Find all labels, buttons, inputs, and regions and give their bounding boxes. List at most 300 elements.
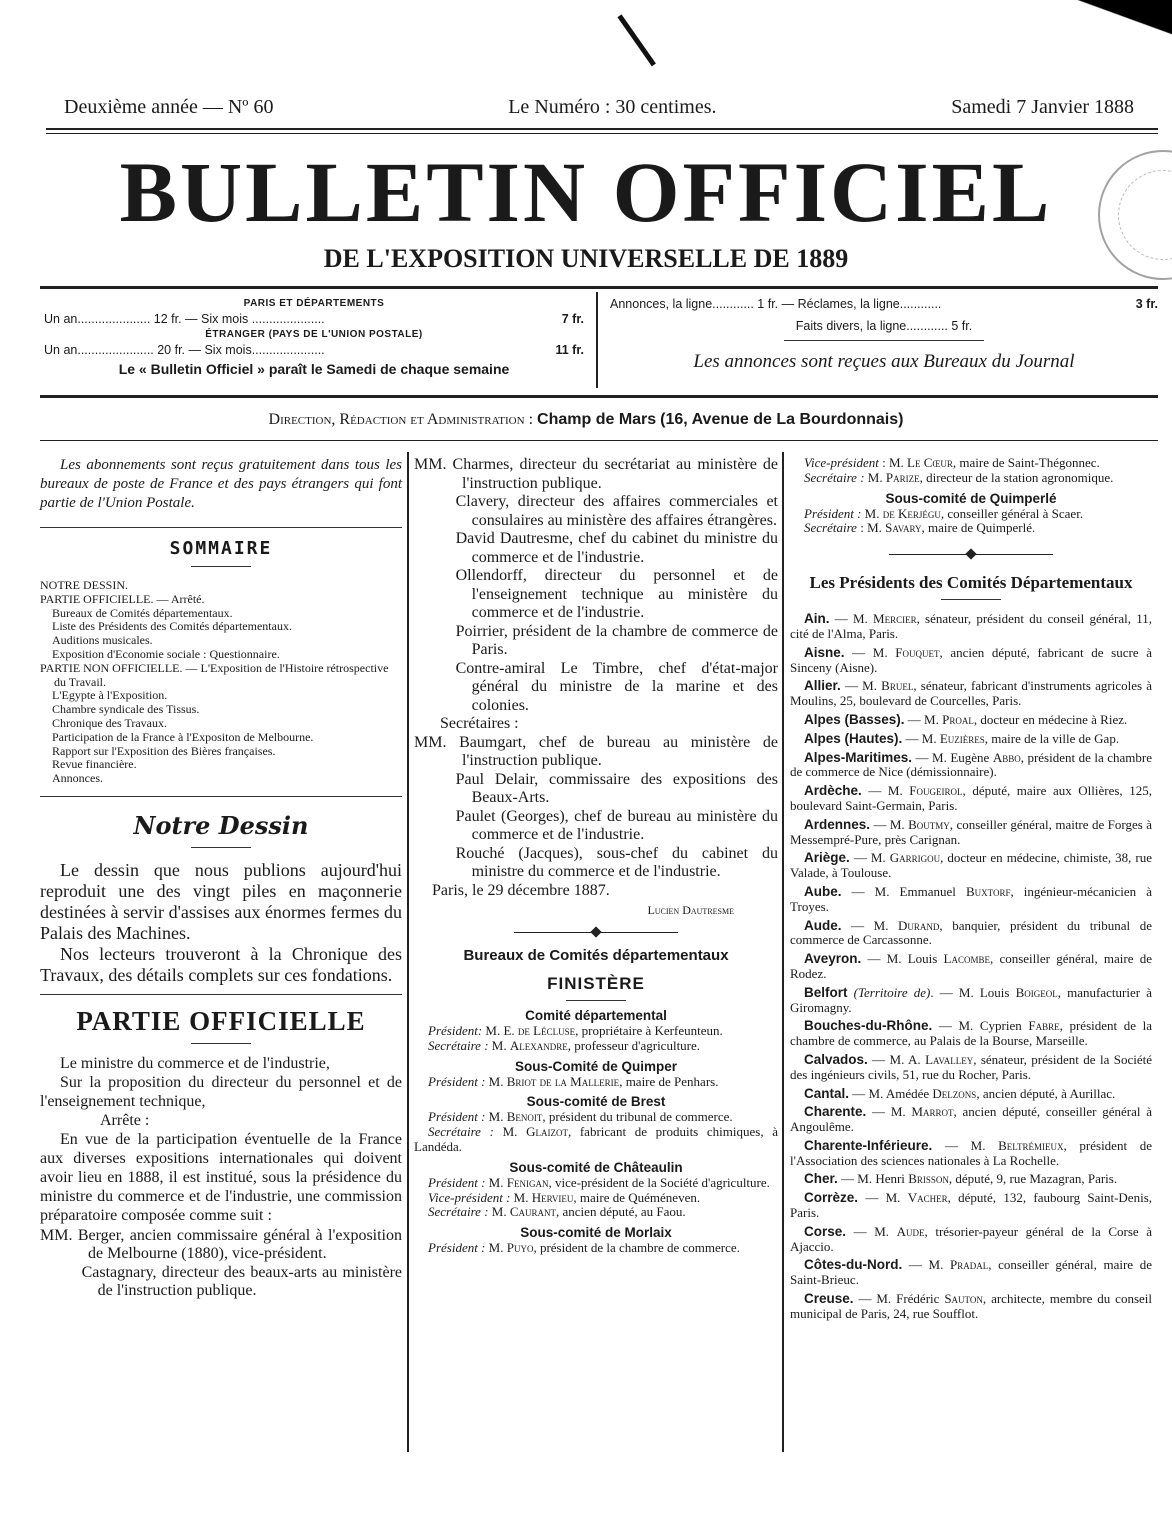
person-name: Bruel — [881, 678, 914, 694]
double-rule — [46, 128, 1158, 134]
role-label: (Territoire de) — [853, 984, 931, 1000]
committee-title: Sous-Comité de Quimper — [514, 1058, 678, 1074]
text: : M. — [856, 520, 886, 536]
person-name: Fouquet — [895, 644, 940, 660]
member-text: Poirrier, président de la chambre de commerce de Paris. — [455, 622, 778, 658]
person-name: Fabre — [1028, 1018, 1060, 1034]
department-name: Cantal. — [804, 1085, 850, 1101]
sommaire-item: Participation de la France à l'Expositon de Melbourne. — [52, 729, 314, 744]
finistere-committees — [414, 1007, 778, 1256]
person-name: Savary — [885, 520, 922, 536]
department-name: Aude. — [804, 917, 842, 933]
column-rule — [782, 452, 784, 1452]
newspaper-subtitle: DE L'EXPOSITION UNIVERSELLE DE 1889 — [323, 244, 849, 273]
rule — [40, 286, 1158, 289]
issue-line — [64, 96, 1134, 119]
commission-members — [414, 456, 778, 715]
commission-members — [40, 1227, 402, 1301]
text: — M. — [902, 1257, 951, 1273]
text: — M. — [932, 1137, 999, 1153]
member-entry — [414, 845, 778, 882]
text: — M. Frédéric — [853, 1291, 945, 1307]
decree-text — [40, 1054, 402, 1225]
president-entry — [790, 986, 1152, 1016]
department-name: Ain. — [804, 611, 830, 627]
partie-officielle-title: PARTIE OFFICIELLE — [76, 1005, 366, 1036]
committee-title: Sous-comité de Morlaix — [520, 1225, 672, 1241]
member-text: Paul Delair, commissaire des expositions des Beaux-Arts. — [455, 770, 778, 806]
committee-entry — [414, 1241, 778, 1256]
role-label: Secrétaire : — [804, 469, 865, 485]
president-entry — [790, 679, 1152, 709]
text: , ancien député, à Aurillac. — [976, 1085, 1116, 1101]
person-name: Delzons — [932, 1085, 977, 1101]
president-entry — [790, 851, 1152, 881]
text: M. — [864, 469, 886, 485]
text: , maire de Saint-Thégonnec. — [952, 455, 1100, 470]
sommaire-item: Annonces. — [52, 771, 103, 786]
ornament-rule — [790, 550, 1152, 558]
president-entry — [790, 784, 1152, 814]
department-name: Cher. — [804, 1171, 838, 1187]
text: — M. — [870, 816, 909, 832]
quimperle-committee — [790, 507, 1152, 537]
president-entry — [790, 1105, 1152, 1135]
rule — [40, 527, 402, 528]
department-name: Corrèze. — [804, 1190, 859, 1206]
presidents-list — [790, 612, 1152, 1321]
role-label: Secrétaire : — [428, 1204, 489, 1220]
paris-six-months: 7 fr. — [561, 312, 584, 326]
text: M. — [485, 1174, 507, 1190]
person-name: Marrot — [911, 1104, 954, 1120]
newspaper-title: BULLETIN OFFICIEL — [119, 144, 1053, 240]
text: — M. — [866, 1104, 912, 1120]
person-name: Fougeirol — [909, 783, 963, 799]
subscription-rates — [44, 296, 584, 378]
president-entry — [790, 818, 1152, 848]
member-text: Ollendorff, directeur du personnel et de l'enseignement technique au ministère du commerce et de l'industrie. — [455, 567, 778, 621]
committee-title: Comité départemental — [525, 1008, 667, 1023]
ad-rate-price: 3 fr. — [1135, 297, 1158, 311]
president-entry — [790, 1019, 1152, 1049]
president-entry — [790, 732, 1152, 747]
column-3 — [790, 456, 1152, 1322]
faits-divers-rate: Faits divers, la ligne............ 5 fr. — [795, 319, 973, 333]
person-name: Garrigou — [889, 850, 941, 866]
text: — M. — [849, 850, 890, 866]
text: M. — [485, 1109, 507, 1125]
person-name: de Lécluse — [517, 1023, 576, 1038]
text: — M. — [902, 730, 940, 746]
dessin-title: Notre Dessin — [133, 810, 309, 840]
president-entry — [790, 646, 1152, 676]
person-name: Mercier — [873, 611, 917, 627]
rule — [191, 1043, 251, 1044]
committee-title: Sous-comité de Châteaulin — [509, 1159, 683, 1175]
text: , propriétaire à Kerfeunteun. — [575, 1023, 723, 1038]
text: , ancien député, fabricant de sucre à Sinceny (Aisne). — [790, 644, 1153, 675]
president-entry — [790, 1053, 1152, 1083]
text: , président de la chambre de commerce. — [533, 1240, 740, 1256]
person-name: Benoit — [506, 1109, 543, 1125]
person-name: Pradal — [950, 1257, 989, 1273]
text: M. E. — [482, 1023, 518, 1038]
rule — [191, 847, 251, 848]
text: , banquier, président du tribunal de commerce de Carcassonne. — [790, 917, 1152, 948]
department-name: Ardennes. — [804, 816, 871, 832]
department-name: Alpes (Hautes). — [804, 730, 903, 746]
text: , président du tribunal de commerce. — [542, 1109, 733, 1125]
committee-entry — [414, 1075, 778, 1090]
committee-entry — [414, 1110, 778, 1125]
committee-entry — [790, 456, 1152, 471]
person-name: Le Cœur — [907, 455, 953, 470]
person-name: Buxtorf — [965, 883, 1011, 899]
text: — M. — [904, 711, 943, 727]
role-label: Secrétaire — [804, 520, 857, 536]
member-entry — [414, 660, 778, 716]
member-prefix: MM. — [414, 733, 447, 751]
committee-entry — [790, 471, 1152, 486]
president-entry — [790, 1225, 1152, 1255]
department-name: Aisne. — [804, 644, 845, 660]
paragraph: Le ministre du commerce et de l'industrie, — [60, 1054, 330, 1072]
text: , maire de Penhars. — [619, 1073, 719, 1089]
text: — M. Cyprien — [932, 1018, 1029, 1034]
committee-entry — [414, 1205, 778, 1220]
department-name: Aveyron. — [804, 951, 862, 967]
text: , vice-président de la Société d'agriculture. — [548, 1174, 770, 1190]
sommaire-item: NOTRE DESSIN. — [40, 578, 129, 592]
text: , président de l'Association des sciences nationales à La Rochelle. — [790, 1137, 1153, 1168]
department-name: Charente. — [804, 1104, 867, 1120]
role-label: Vice-président : — [428, 1189, 511, 1205]
text: , professeur d'agriculture. — [567, 1037, 701, 1053]
text: , conseiller général, maitre de Forges à Messempré-Pure, près Carignan. — [790, 816, 1152, 847]
president-entry — [790, 1087, 1152, 1102]
ink-mark — [617, 0, 701, 66]
finistere-title: FINISTÈRE — [547, 974, 645, 993]
person-name: Fenigan — [506, 1174, 549, 1190]
paris-heading: PARIS ET DÉPARTEMENTS — [243, 298, 385, 309]
president-entry — [790, 713, 1152, 728]
paragraph: Sur la proposition du directeur du personnel et de l'enseignement technique, — [40, 1073, 402, 1110]
person-name: Hervieu — [531, 1189, 574, 1205]
text: , député, 132, faubourg Saint-Denis, Paris. — [790, 1190, 1152, 1221]
text: — M. Eugène — [912, 749, 993, 765]
member-text: Charmes, directeur du secrétariat au ministère de l'instruction publique. — [452, 456, 779, 492]
person-name: Sauton — [944, 1291, 983, 1307]
text: M. — [493, 1124, 527, 1140]
role-label: Président: — [428, 1023, 483, 1038]
person-name: Caurant — [509, 1204, 557, 1220]
paragraph: En vue de la participation éventuelle de la France aux diverses expositions internationales qui doivent avoir lieu en 1888, il est institué, sous la présidence du ministre du commerce et de l'industrie, une commission préparatoire composée comme suit : — [40, 1130, 402, 1224]
subscription-intro: Les abonnements sont reçus gratuitement dans tous les bureaux de poste de France et des pays étrangers qui font partie de l'Union Postale. — [40, 457, 402, 511]
member-text: Contre-amiral Le Timbre, chef d'état-major général du ministre de la marine et des colonies. — [455, 659, 778, 714]
president-entry — [790, 1292, 1152, 1322]
person-name: de Kerjégu — [882, 505, 941, 521]
member-text: Baumgart, chef de bureau au ministère de l'instruction publique. — [459, 733, 779, 769]
text: — M. Louis — [861, 951, 944, 967]
president-entry — [790, 919, 1152, 949]
direction-line — [0, 410, 1172, 430]
text: M. — [861, 505, 883, 521]
committee-title: Sous-comité de Brest — [526, 1094, 666, 1110]
text: , ingénieur-mécanicien à Troyes. — [790, 883, 1152, 914]
role-label: Président : — [428, 1240, 486, 1256]
rule — [40, 796, 402, 797]
text: — M. Henri — [837, 1171, 909, 1187]
president-entry — [790, 751, 1152, 781]
text: , maire de Quimperlé. — [921, 520, 1036, 536]
president-entry — [790, 952, 1152, 982]
member-entry — [40, 1264, 402, 1301]
rule — [40, 440, 1158, 441]
committee-entry — [414, 1191, 778, 1206]
committee-entry — [790, 521, 1152, 536]
sommaire-item: L'Egypte à l'Exposition. — [52, 688, 168, 703]
department-name: Belfort — [804, 984, 848, 1000]
sommaire-item: Auditions musicales. — [52, 633, 153, 648]
person-name: Lavalley — [925, 1051, 974, 1067]
person-name: Euzières — [939, 730, 985, 746]
committee-entry — [414, 1125, 778, 1155]
sommaire-item: Liste des Présidents des Comités départementaux. — [52, 619, 292, 634]
sommaire-item: Bureaux de Comités départementaux. — [52, 605, 233, 620]
issue-price: Le Numéro : 30 centimes. — [508, 96, 717, 118]
member-text: David Dautresme, chef du cabinet du ministre du commerce et de l'industrie. — [455, 530, 778, 566]
text: , député, 9, rue Mazagran, Paris. — [948, 1171, 1118, 1187]
department-name: Creuse. — [804, 1291, 854, 1307]
committee-entry — [414, 1039, 778, 1054]
person-name: Glaizot — [526, 1124, 568, 1140]
text: , manufacturier à Giromagny. — [790, 984, 1152, 1015]
person-name: Durand — [898, 917, 940, 933]
member-entry — [414, 567, 778, 623]
rule — [40, 994, 402, 995]
member-entry — [414, 623, 778, 660]
role-label: Secrétaire : — [428, 1037, 489, 1053]
text: — M. — [841, 917, 898, 933]
signature: Lucien Dautresme — [647, 903, 734, 917]
commission-secretaries — [414, 734, 778, 882]
ads-note: Les annonces sont reçues aux Bureaux du Journal — [693, 351, 1075, 372]
page-corner-shadow — [1010, 0, 1172, 60]
person-name: Lacombe — [943, 951, 990, 967]
text: , ancien député, au Faou. — [556, 1204, 686, 1220]
dessin-article — [40, 860, 402, 986]
text: . — M. Louis — [930, 984, 1016, 1000]
text: M. — [488, 1204, 510, 1220]
rule — [784, 340, 984, 341]
sommaire-item: Revue financière. — [52, 757, 137, 772]
department-name: Calvados. — [804, 1051, 868, 1067]
role-label: Vice-président — [804, 455, 879, 470]
committee-entry — [414, 1024, 778, 1039]
column-1 — [40, 456, 402, 1301]
text: — M. — [861, 783, 910, 799]
text: — M. Amédée — [849, 1085, 933, 1101]
department-name: Côtes-du-Nord. — [804, 1257, 903, 1273]
text: — M. — [844, 644, 896, 660]
text: — M. — [858, 1190, 908, 1206]
sommaire-title: SOMMAIRE — [169, 538, 273, 559]
person-name: Boigeol — [1015, 984, 1058, 1000]
ad-rate: Annonces, la ligne............ 1 fr. — Réclames, la ligne............ — [610, 297, 942, 311]
member-entry — [414, 808, 778, 845]
member-prefix: MM. — [40, 1226, 73, 1244]
text: , maire de Quéméneven. — [573, 1189, 701, 1205]
member-prefix: MM. — [414, 456, 447, 473]
department-name: Ariège. — [804, 850, 850, 866]
text: , maire de la ville de Gap. — [984, 730, 1120, 746]
text: , conseiller général, maire de Saint-Brieuc. — [790, 1257, 1152, 1288]
department-name: Corse. — [804, 1223, 847, 1239]
direction-address: (16, Avenue de La Bourdonnais) — [660, 411, 904, 428]
foreign-heading: ÉTRANGER (PAYS DE L'UNION POSTALE) — [205, 329, 423, 340]
member-entry — [414, 493, 778, 530]
foreign-six-months: 11 fr. — [555, 343, 584, 357]
president-entry — [790, 1191, 1152, 1221]
text: , fabricant de produits chimiques, à Landéda. — [414, 1124, 779, 1154]
advertising-rates — [610, 296, 1158, 373]
member-text: Castagnary, directeur des beaux-arts au ministère de l'instruction publique. — [81, 1263, 402, 1300]
text: , président de la chambre de commerce, au Palais de la Bourse, Marseille. — [790, 1018, 1152, 1049]
sommaire-item: PARTIE OFFICIELLE. — Arrêté. — [40, 591, 205, 606]
department-name: Aube. — [804, 883, 842, 899]
direction-place: Champ de Mars — [537, 411, 657, 428]
person-name: Brisson — [908, 1171, 949, 1187]
paragraph: Nos lecteurs trouveront à la Chronique des Travaux, des détails complets sur ces fondations. — [40, 943, 402, 985]
president-entry — [790, 612, 1152, 642]
text: , conseiller général, maire de Rodez. — [790, 951, 1152, 981]
member-entry — [40, 1227, 402, 1264]
president-entry — [790, 1258, 1152, 1288]
member-entry — [414, 456, 778, 493]
person-name: Parize — [885, 469, 920, 485]
president-entry — [790, 885, 1152, 915]
role-label: Secrétaire : — [428, 1124, 494, 1140]
person-name: Puyo — [506, 1240, 534, 1256]
rule — [40, 395, 1158, 398]
person-name: Proal — [942, 711, 974, 727]
text: — M. — [829, 611, 874, 627]
issue-number: Deuxième année — Nº 60 — [64, 96, 274, 118]
member-text: Paulet (Georges), chef de bureau au ministère du commerce et de l'industrie. — [455, 807, 778, 843]
president-entry — [790, 1139, 1152, 1169]
secretaires-label: Secrétaires : — [440, 715, 519, 732]
sommaire-item: Rapport sur l'Exposition des Bières françaises. — [52, 743, 276, 758]
text: M. — [510, 1189, 532, 1205]
publication-note: Le « Bulletin Officiel » paraît le Samedi de chaque semaine — [118, 361, 510, 377]
text: , sénateur, président de la Société des ingénieurs civils, 51, rue du Rocher, Paris. — [790, 1051, 1153, 1082]
sommaire-item: Chronique des Travaux. — [52, 715, 167, 730]
sommaire-item: PARTIE NON OFFICIELLE. — L'Exposition de l'Histoire rétrospective du Travail. — [40, 660, 389, 689]
department-name: Charente-Inférieure. — [804, 1137, 933, 1153]
role-label: Président : — [428, 1174, 486, 1190]
department-name: Alpes-Maritimes. — [804, 749, 913, 765]
role-label: Président : — [428, 1109, 486, 1125]
presidents-title: Les Présidents des Comités Départementaux — [809, 573, 1133, 593]
member-text: Rouché (Jacques), sous-chef du cabinet du ministre du commerce et de l'industrie. — [455, 844, 778, 880]
text: , député, maire aux Ollières, 125, boulevard Saint-Germain, Paris. — [790, 783, 1152, 813]
issue-date: Samedi 7 Janvier 1888 — [951, 96, 1134, 118]
text: — M. — [846, 1223, 897, 1239]
rule — [191, 566, 251, 567]
member-text: Berger, ancien commissaire général à l'exposition de Melbourne (1880), vice-président. — [77, 1226, 402, 1263]
column-2 — [414, 456, 778, 1256]
person-name: Alexandre — [509, 1037, 568, 1053]
member-entry — [414, 734, 778, 771]
sommaire-item: Exposition d'Economie sociale : Questionnaire. — [52, 646, 280, 661]
text: , président de la chambre de commerce de Nice (démissionnaire). — [790, 749, 1152, 780]
text: — M. Emmanuel — [841, 883, 966, 899]
member-entry — [414, 771, 778, 808]
text: , architecte, membre du conseil municipal de Paris, 24, rue Soufflot. — [790, 1291, 1153, 1321]
committee-entry — [790, 507, 1152, 522]
person-name: Abbo — [992, 749, 1021, 765]
text: M. — [485, 1073, 507, 1089]
text: , sénateur, président du conseil général, 11, cité de l'Alma, Paris. — [790, 611, 1152, 641]
sommaire-item: Chambre syndicale des Tissus. — [52, 702, 200, 717]
column-rule — [407, 452, 409, 1452]
department-name: Ardèche. — [804, 783, 862, 799]
text: , ancien député, conseiller général à Angoulême. — [790, 1104, 1152, 1135]
chateaulin-continued — [790, 456, 1152, 486]
member-entry — [414, 530, 778, 567]
text: , docteur en médecine, chimiste, 38, rue Valade, à Toulouse. — [790, 850, 1153, 881]
divider — [596, 292, 598, 388]
rule — [566, 1000, 626, 1001]
person-name: Aude — [896, 1223, 925, 1239]
text: , trésorier-payeur général de la Corse à Ajaccio. — [790, 1223, 1153, 1254]
paragraph: Le dessin que nous publions aujourd'hui reproduit une des vingt piles en maçonnerie destinées à servir d'assises aux énormes fermes du Palais des Machines. — [40, 859, 402, 943]
text: , docteur en médecine à Riez. — [973, 711, 1128, 727]
person-name: Vacher — [907, 1190, 948, 1206]
sommaire-list — [40, 579, 402, 786]
text: : M. — [878, 455, 908, 470]
text: , sénateur, fabricant d'instruments agricoles à Moulins, 25, boulevard de Courcelles, Paris. — [790, 678, 1152, 709]
text: — M. A. — [867, 1051, 926, 1067]
direction-label: Direction, Rédaction et Administration : — [268, 411, 534, 428]
dateline: Paris, le 29 décembre 1887. — [432, 881, 610, 899]
text: — M. — [840, 678, 882, 694]
ornament-rule — [414, 928, 778, 936]
department-name: Bouches-du-Rhône. — [804, 1018, 933, 1034]
text: , conseiller général à Scaer. — [940, 505, 1084, 521]
paragraph: Arrête : — [100, 1111, 150, 1129]
role-label: Président : — [804, 505, 862, 521]
text: M. — [488, 1037, 510, 1053]
paris-rate: Un an..................... 12 fr. — Six mois ..................... — [44, 312, 325, 326]
president-entry — [790, 1172, 1152, 1187]
quimperle-title: Sous-comité de Quimperlé — [885, 490, 1057, 506]
person-name: Beltrémieux — [998, 1137, 1064, 1153]
rule — [941, 599, 1001, 600]
member-text: Clavery, directeur des affaires commerciales et consulaires au ministère des affaires étrangères. — [455, 493, 778, 529]
person-name: Briot de la Mallerie — [506, 1073, 620, 1089]
committee-entry — [414, 1176, 778, 1191]
department-name: Alpes (Basses). — [804, 711, 905, 727]
text: M. — [485, 1240, 507, 1256]
text: , directeur de la station agronomique. — [919, 469, 1114, 485]
bureaux-title: Bureaux de Comités départementaux — [463, 947, 729, 964]
role-label: Président : — [428, 1073, 486, 1089]
person-name: Boutmy — [908, 816, 950, 832]
department-name: Allier. — [804, 678, 841, 694]
foreign-rate: Un an...................... 20 fr. — Six mois..................... — [44, 343, 325, 357]
